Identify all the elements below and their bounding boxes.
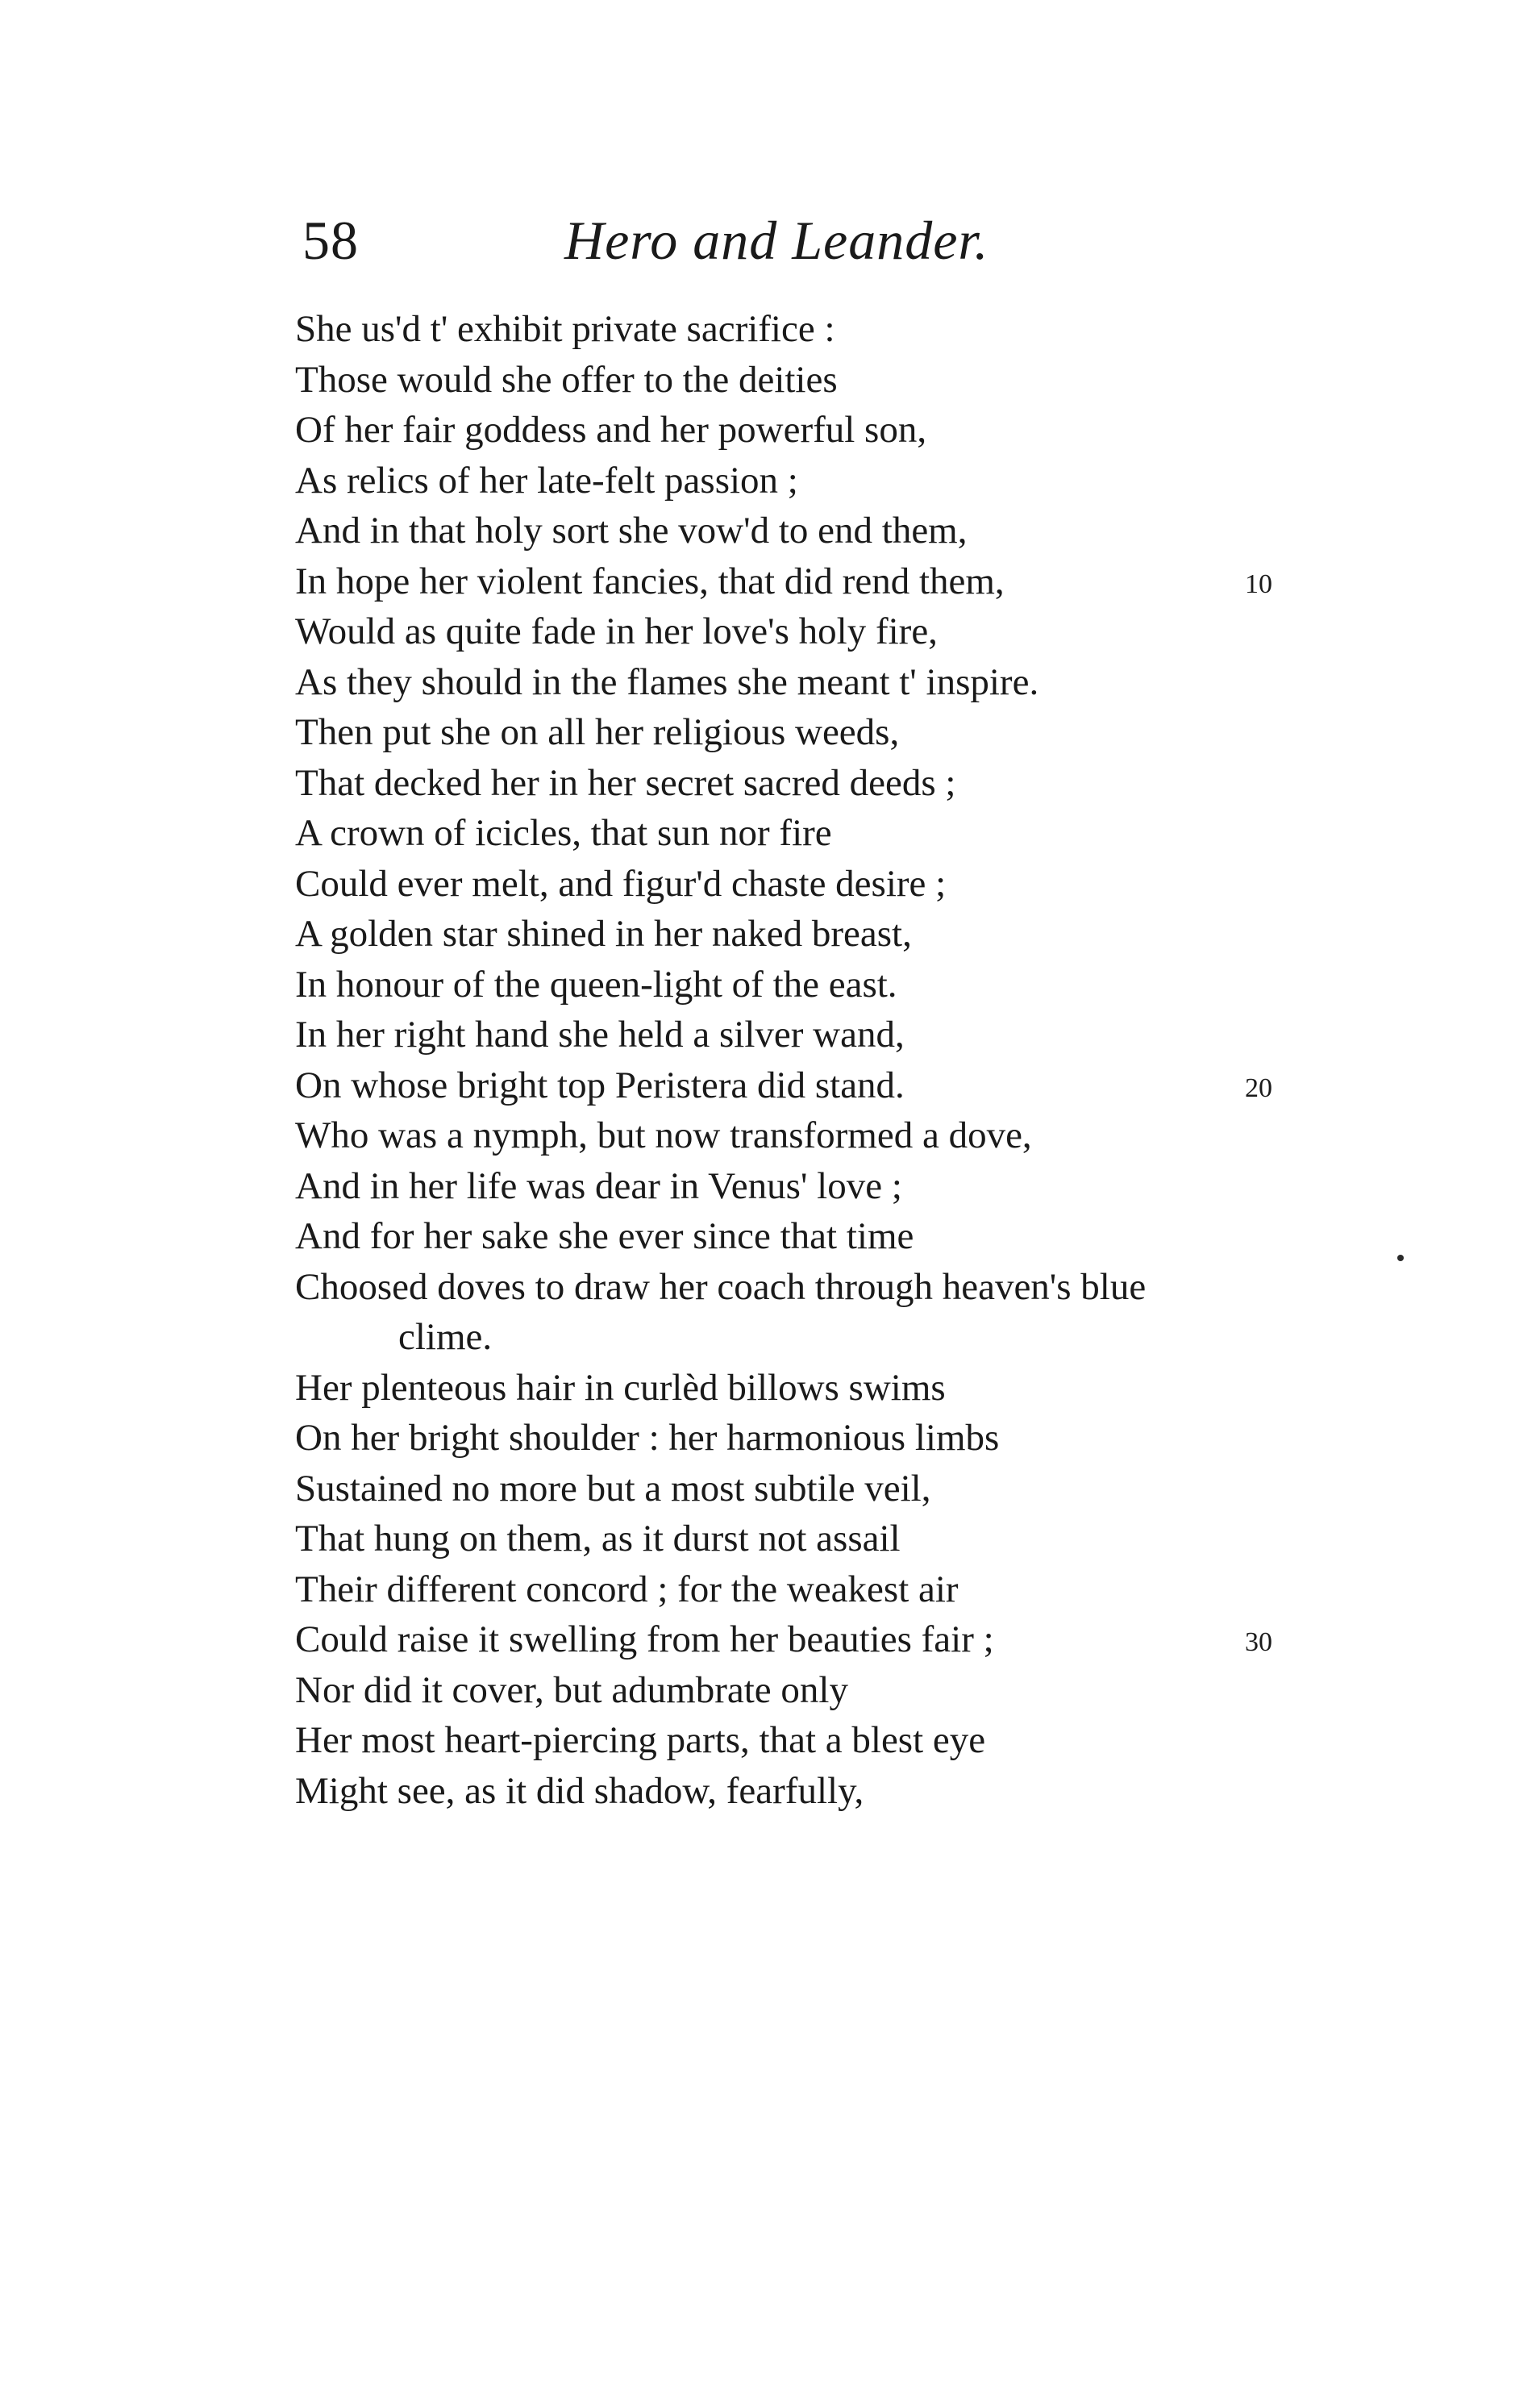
poem-line: [295, 1060, 1311, 1111]
line-number: 30: [1245, 1627, 1272, 1657]
poem-line-text: In hope her violent fancies, that did rend them,: [295, 560, 1005, 602]
poem-line: [295, 456, 1311, 506]
poem-line-text: Could raise it swelling from her beauties fair ;: [295, 1618, 994, 1660]
poem-line-text: Their different concord ; for the weakest air: [295, 1568, 959, 1610]
poem-line-text: That decked her in her secret sacred deeds ;: [295, 761, 956, 804]
poem-line-text: In her right hand she held a silver wand,: [295, 1014, 905, 1056]
poem-line-text: Might see, as it did shadow, fearfully,: [295, 1769, 864, 1812]
poem-line: [295, 1211, 1311, 1262]
poem-line: [295, 355, 1311, 406]
poem-line-text: That hung on them, as it durst not assail: [295, 1518, 901, 1560]
poem-line-text: Who was a nymph, but now transformed a dove,: [295, 1114, 1032, 1156]
poem-line-text: Sustained no more but a most subtile veil,: [295, 1467, 931, 1510]
poem-line: [295, 1665, 1311, 1716]
line-number: 10: [1245, 568, 1272, 599]
poem-line: [295, 1010, 1311, 1060]
poem-line-text: Then put she on all her religious weeds,: [295, 711, 900, 753]
poem-line: [295, 1413, 1311, 1464]
poem-line-text: Those would she offer to the deities: [295, 358, 838, 401]
poem-line-text: On whose bright top Peristera did stand.: [295, 1064, 905, 1106]
poem-line-text: As they should in the flames she meant t' inspire.: [295, 660, 1039, 703]
poem-line-text: Could ever melt, and figur'd chaste desire ;: [295, 862, 947, 905]
poem-line-text: As relics of her late-felt passion ;: [295, 459, 798, 502]
poem-line: [295, 808, 1311, 859]
poem-line: [295, 1564, 1311, 1615]
poem-body: [295, 304, 1311, 1816]
poem-line: [295, 1614, 1311, 1665]
poem-line: [295, 506, 1311, 556]
poem-line-text: A golden star shined in her naked breast,: [295, 913, 912, 955]
poem-line: [295, 1514, 1311, 1564]
poem-line-text: Would as quite fade in her love's holy fire,: [295, 610, 938, 652]
poem-line: [295, 1464, 1311, 1514]
poem-line-text: On her bright shoulder : her harmonious limbs: [295, 1417, 1000, 1459]
poem-line: [295, 1766, 1311, 1817]
poem-line-text: clime.: [398, 1316, 493, 1358]
poem-line-text: And in that holy sort she vow'd to end them,: [295, 510, 968, 552]
page-number: 58: [302, 210, 359, 271]
poem-line-text: Choosed doves to draw her coach through heaven's blue: [295, 1265, 1147, 1308]
poem-line: [295, 1363, 1311, 1414]
poem-line: [295, 405, 1311, 456]
poem-line-text: And for her sake she ever since that time: [295, 1215, 914, 1257]
poem-line: [295, 1312, 1311, 1363]
poem-line: [295, 556, 1311, 607]
running-title: Hero and Leander.: [564, 210, 989, 271]
poem-line: [295, 657, 1311, 708]
poem-line: [295, 707, 1311, 758]
poem-line: [295, 1110, 1311, 1161]
poem-line: [295, 304, 1311, 355]
poem-line: [295, 606, 1311, 657]
poem-line-text: In honour of the queen-light of the east.: [295, 963, 897, 1006]
poem-line: [295, 859, 1311, 910]
poem-line-text: She us'd t' exhibit private sacrifice :: [295, 308, 835, 350]
poem-line-text: Her plenteous hair in curlèd billows swims: [295, 1366, 946, 1409]
stray-dot-mark: [1397, 1255, 1404, 1261]
poem-line: [295, 1262, 1311, 1313]
poem-line-text: Her most heart-piercing parts, that a blest eye: [295, 1719, 986, 1761]
poem-line: [295, 1715, 1311, 1766]
poem-line: [295, 758, 1311, 809]
poem-line: [295, 909, 1311, 960]
poem-line-text: Of her fair goddess and her powerful son,: [295, 409, 927, 451]
line-number: 20: [1245, 1072, 1272, 1103]
poem-line-text: And in her life was dear in Venus' love ;: [295, 1164, 902, 1207]
poem-line: [295, 1161, 1311, 1212]
poem-line: [295, 960, 1311, 1010]
poem-line-text: A crown of icicles, that sun nor fire: [295, 812, 832, 854]
poem-line-text: Nor did it cover, but adumbrate only: [295, 1668, 848, 1711]
